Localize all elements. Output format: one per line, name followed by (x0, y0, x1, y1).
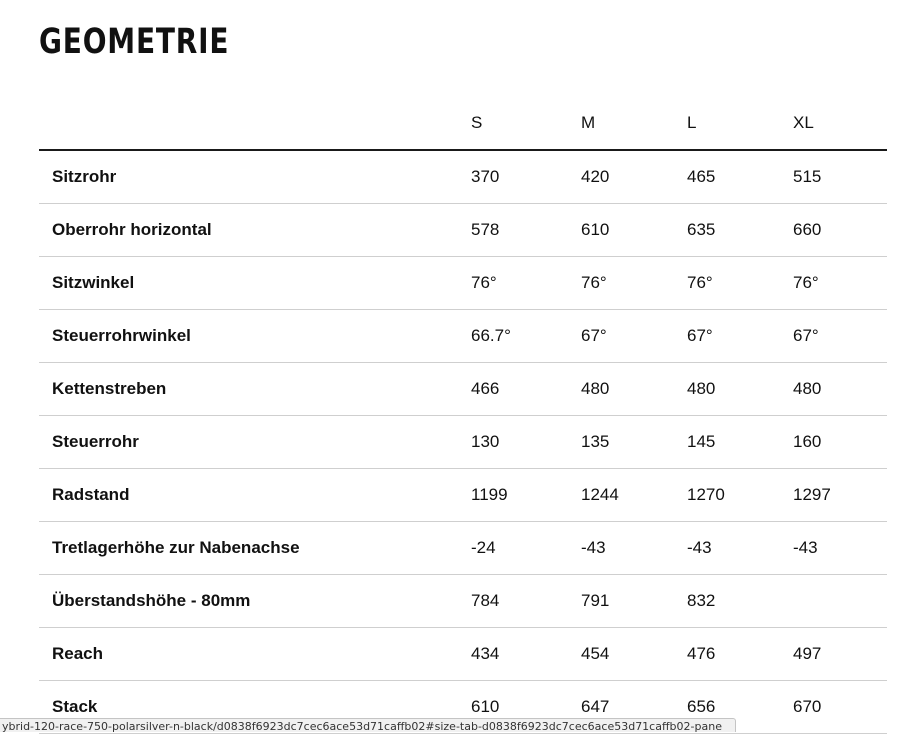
cell-value: 135 (581, 416, 687, 469)
page-title: GEOMETRIE (39, 22, 230, 62)
row-label: Sitzwinkel (39, 257, 471, 310)
cell-value: -24 (471, 522, 581, 575)
row-label: Sitzrohr (39, 150, 471, 204)
geometry-table (39, 96, 887, 734)
table-row (39, 150, 887, 204)
cell-value: -43 (581, 522, 687, 575)
cell-value: 635 (687, 204, 793, 257)
cell-value: 145 (687, 416, 793, 469)
cell-value: 784 (471, 575, 581, 628)
column-header-m: M (581, 96, 687, 150)
row-label: Stack (39, 681, 471, 734)
cell-value: 515 (793, 150, 887, 204)
row-label: Steuerrohrwinkel (39, 310, 471, 363)
cell-value: 67° (581, 310, 687, 363)
table-row (39, 522, 887, 575)
row-label: Tretlagerhöhe zur Nabenachse (39, 522, 471, 575)
cell-value: 480 (581, 363, 687, 416)
cell-value: 660 (793, 204, 887, 257)
cell-value: 1270 (687, 469, 793, 522)
cell-value: 670 (793, 681, 887, 734)
cell-value: 647 (581, 681, 687, 734)
cell-value: 1297 (793, 469, 887, 522)
cell-value: 480 (687, 363, 793, 416)
column-header-l: L (687, 96, 793, 150)
table-row (39, 628, 887, 681)
row-label: Reach (39, 628, 471, 681)
cell-value: 610 (471, 681, 581, 734)
cell-value: 160 (793, 416, 887, 469)
cell-value: 476 (687, 628, 793, 681)
cell-value: 656 (687, 681, 793, 734)
cell-value: 466 (471, 363, 581, 416)
cell-value: 465 (687, 150, 793, 204)
column-header-label (39, 96, 471, 150)
row-label: Steuerrohr (39, 416, 471, 469)
cell-value: 610 (581, 204, 687, 257)
cell-value: 67° (687, 310, 793, 363)
link-preview-status-bar: ybrid-120-race-750-polarsilver-n-black/d0838f6923dc7cec6ace53d71caffb02#size-tab-d0838f6923dc7cec6ace53d71caffb02-pane (0, 718, 736, 732)
cell-value (793, 575, 887, 628)
table-row (39, 204, 887, 257)
table-row (39, 257, 887, 310)
cell-value: 497 (793, 628, 887, 681)
cell-value: 76° (581, 257, 687, 310)
cell-value: 66.7° (471, 310, 581, 363)
table-row (39, 310, 887, 363)
cell-value: -43 (687, 522, 793, 575)
column-header-s: S (471, 96, 581, 150)
cell-value: -43 (793, 522, 887, 575)
cell-value: 420 (581, 150, 687, 204)
cell-value: 578 (471, 204, 581, 257)
cell-value: 832 (687, 575, 793, 628)
cell-value: 480 (793, 363, 887, 416)
cell-value: 1199 (471, 469, 581, 522)
table-row (39, 469, 887, 522)
cell-value: 434 (471, 628, 581, 681)
row-label: Radstand (39, 469, 471, 522)
table-row (39, 575, 887, 628)
table-row (39, 363, 887, 416)
row-label: Oberrohr horizontal (39, 204, 471, 257)
cell-value: 1244 (581, 469, 687, 522)
cell-value: 76° (687, 257, 793, 310)
table-header-row (39, 96, 887, 150)
cell-value: 370 (471, 150, 581, 204)
cell-value: 67° (793, 310, 887, 363)
table-row (39, 416, 887, 469)
cell-value: 76° (793, 257, 887, 310)
cell-value: 791 (581, 575, 687, 628)
cell-value: 454 (581, 628, 687, 681)
row-label: Überstandshöhe - 80mm (39, 575, 471, 628)
row-label: Kettenstreben (39, 363, 471, 416)
cell-value: 130 (471, 416, 581, 469)
column-header-xl: XL (793, 96, 887, 150)
cell-value: 76° (471, 257, 581, 310)
